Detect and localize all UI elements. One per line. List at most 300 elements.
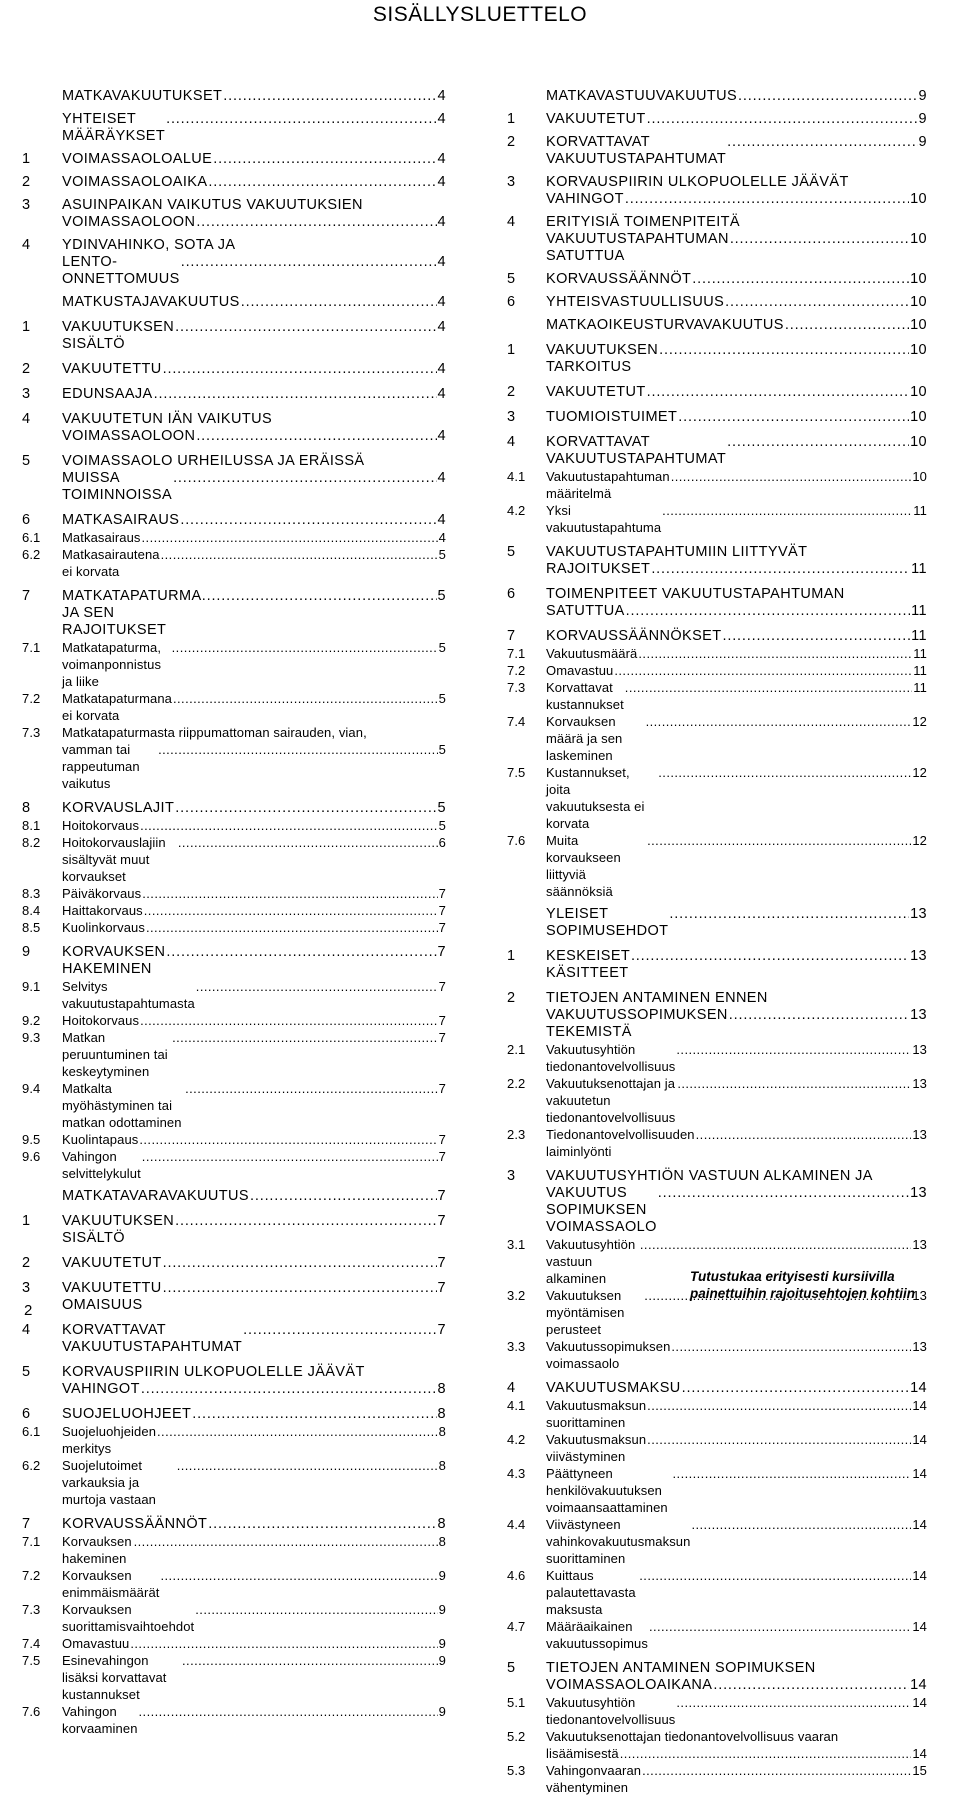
toc-entry-number: 8: [22, 800, 31, 816]
toc-entry[interactable]: [22, 919, 446, 936]
dot-leader: [625, 191, 909, 208]
toc-entry-page: 8: [438, 1424, 446, 1439]
toc-entry-number: 3: [507, 1168, 516, 1184]
toc-entry-title: MUISSA TOIMINNOISSA: [62, 470, 173, 503]
toc-entry[interactable]: [507, 409, 927, 426]
toc-entry-page: 4: [437, 386, 446, 402]
toc-entry-page: 4: [437, 512, 446, 528]
toc-entry-title: Vakuutusyhtiön vastuun alkaminen: [546, 1237, 636, 1286]
toc-entry-page: 11: [913, 503, 927, 518]
dot-leader: [142, 529, 438, 546]
toc-entry-page: 10: [910, 434, 927, 450]
toc-entry[interactable]: [507, 1694, 927, 1728]
dot-leader: [208, 174, 436, 191]
toc-entry-title: MATKAVAKUUTUKSET: [62, 88, 223, 104]
toc-entry[interactable]: [22, 1567, 446, 1601]
toc-entry[interactable]: [22, 834, 446, 885]
toc-entry-title: TIETOJEN ANTAMINEN ENNEN: [546, 990, 768, 1006]
toc-entry-number: 6.1: [22, 530, 41, 545]
toc-entry[interactable]: [22, 386, 446, 403]
toc-entry-title: VAKUUTUS SOPIMUKSEN VOIMASSAOLO: [546, 1185, 657, 1235]
toc-entry[interactable]: [22, 1188, 446, 1205]
toc-entry-title: YLEISET SOPIMUSEHDOT: [546, 906, 669, 939]
toc-entry-page: 9: [438, 1704, 446, 1719]
toc-entry-page: 12: [912, 765, 927, 780]
toc-entry-page: 14: [912, 1568, 927, 1583]
dot-leader: [139, 1703, 438, 1720]
toc-entry[interactable]: [22, 944, 446, 978]
toc-entry[interactable]: [22, 1322, 446, 1356]
toc-entry-number: 3: [22, 1280, 31, 1296]
toc-entry-title: Vakuutustapahtuman määritelmä: [546, 469, 670, 501]
toc-entry[interactable]: [22, 294, 446, 311]
toc-entry[interactable]: [507, 342, 927, 376]
toc-entry[interactable]: [22, 1029, 446, 1080]
dot-leader: [160, 1567, 437, 1584]
toc-entry[interactable]: [22, 1255, 446, 1272]
toc-entry[interactable]: [22, 1516, 446, 1533]
toc-entry[interactable]: [507, 1075, 927, 1126]
dot-leader: [196, 428, 436, 445]
toc-entry-number: 5.3: [507, 1763, 526, 1778]
toc-entry[interactable]: [22, 237, 446, 288]
toc-entry-title: VAKUUTETUT: [62, 1255, 162, 1271]
toc-entry[interactable]: [507, 628, 927, 645]
toc-entry-number: 5.2: [507, 1729, 526, 1744]
toc-entry[interactable]: [507, 1762, 927, 1796]
toc-entry-title: KORVAUSPIIRIN ULKOPUOLELLE JÄÄVÄT: [546, 174, 849, 190]
toc-entry[interactable]: [22, 546, 446, 580]
toc-entry-title: VAKUUTUKSEN TARKOITUS: [546, 342, 659, 375]
toc-entry-title: Vakuutuksenottajan tiedonantovelvollisuus vaaran: [546, 1729, 839, 1744]
dot-leader: [158, 741, 438, 758]
toc-entry-page: 14: [912, 1432, 927, 1447]
toc-entry-page: 13: [910, 1185, 927, 1201]
toc-entry[interactable]: [507, 1618, 927, 1652]
toc-entry-page: 5: [437, 800, 446, 816]
toc-entry-page: 4: [437, 294, 446, 310]
toc-entry-title: YHTEISVASTUULLISUUS: [546, 294, 725, 310]
toc-entry-number: 7.1: [507, 646, 526, 661]
toc-entry-page: 7: [438, 1132, 446, 1147]
toc-entry-title: VAKUUTUSSOPIMUKSEN TEKEMISTÄ: [546, 1007, 728, 1040]
toc-entry-page: 9: [438, 1568, 446, 1583]
toc-entry[interactable]: [22, 1080, 446, 1131]
toc-entry-title: ERITYISIÄ TOIMENPITEITÄ: [546, 214, 740, 230]
dot-leader: [722, 628, 910, 645]
toc-entry-page: 11: [911, 628, 927, 644]
toc-entry-page: 10: [910, 409, 927, 425]
toc-entry-title: Vahingon korvaaminen: [62, 1704, 138, 1736]
toc-entry[interactable]: [22, 1012, 446, 1029]
toc-entry-number: 4.2: [507, 503, 526, 518]
toc-entry[interactable]: [507, 662, 927, 679]
toc-entry-number: 2: [22, 361, 31, 377]
toc-entry-title: Korvauksen määrä ja sen laskeminen: [546, 714, 623, 763]
toc-entry-number: 7.4: [507, 714, 526, 729]
dot-leader: [673, 1465, 912, 1482]
dot-leader: [727, 434, 909, 451]
toc-entry-page: 7: [437, 1322, 446, 1338]
toc-entry-number: 6: [22, 1406, 31, 1422]
toc-entry-title: Matkan peruuntuminen tai keskeytyminen: [62, 1030, 168, 1079]
toc-entry-title: Matkalta myöhästyminen tai matkan odottaminen: [62, 1081, 182, 1130]
toc-entry-number: 1: [22, 319, 31, 335]
toc-entry-number: 5: [22, 453, 31, 469]
toc-entry-title: VOIMASSAOLOALUE: [62, 151, 213, 167]
toc-entry[interactable]: [22, 1364, 446, 1398]
dot-leader: [144, 902, 438, 919]
toc-entry[interactable]: [507, 1516, 927, 1567]
toc-entry-number: 9.6: [22, 1149, 41, 1164]
dot-leader: [173, 690, 438, 707]
toc-entry-page: 7: [437, 1213, 446, 1229]
toc-entry-page: 9: [438, 1636, 446, 1651]
toc-entry[interactable]: [22, 197, 446, 231]
dot-leader: [671, 468, 912, 485]
toc-entry-page: 4: [437, 470, 446, 486]
toc-entry-page: 10: [912, 469, 927, 484]
dot-leader: [676, 1694, 911, 1711]
dot-leader: [651, 561, 910, 578]
toc-entry-title: Päiväkorvaus: [62, 886, 142, 901]
toc-entry[interactable]: [22, 1131, 446, 1148]
toc-entry-number: 7: [22, 1516, 31, 1532]
toc-entry-title: lisäämisestä: [546, 1746, 619, 1761]
dot-leader: [639, 1567, 911, 1584]
toc-entry-page: 10: [910, 342, 927, 358]
toc-entry-page: 8: [437, 1381, 446, 1397]
toc-entry[interactable]: [22, 1703, 446, 1737]
toc-entry-number: 1: [507, 111, 516, 127]
toc-entry-number: 1: [507, 342, 516, 358]
toc-entry-title: Esinevahingon lisäksi korvattavat kustannukset: [62, 1653, 167, 1702]
toc-entry-number: 8.5: [22, 920, 41, 935]
toc-entry[interactable]: [507, 1728, 927, 1762]
toc-entry-title: SUOJELUOHJEET: [62, 1406, 192, 1422]
toc-entry-title: Kuolinkorvaus: [62, 920, 145, 935]
toc-entry-page: 6: [438, 835, 446, 850]
toc-entry-title: VAKUUTUKSEN SISÄLTÖ: [62, 319, 175, 352]
toc-entry-title: Vahingon selvittelykulut: [62, 1149, 141, 1181]
dot-leader: [658, 764, 911, 781]
toc-entry[interactable]: [507, 832, 927, 900]
toc-entry-number: 6: [22, 512, 31, 528]
toc-entry[interactable]: [507, 1431, 927, 1465]
toc-entry-page: 13: [912, 1042, 927, 1057]
toc-entry[interactable]: [507, 906, 927, 940]
toc-entry-page: 7: [438, 1081, 446, 1096]
dot-leader: [642, 1762, 911, 1779]
toc-entry-number: 4: [507, 434, 516, 450]
toc-entry[interactable]: [507, 679, 927, 713]
dot-leader: [678, 409, 909, 426]
dot-leader: [676, 1041, 911, 1058]
toc-entry-title: VAKUUTETUT: [546, 384, 646, 400]
toc-entry-number: 2: [507, 384, 516, 400]
toc-entry-number: 1: [22, 151, 31, 167]
toc-entry-number: 4: [22, 237, 31, 253]
toc-entry-number: 7.3: [22, 1602, 41, 1617]
toc-entry-page: 4: [437, 174, 446, 190]
toc-entry-number: 9: [22, 944, 31, 960]
toc-entry-number: 8.4: [22, 903, 41, 918]
toc-entry-page: 7: [438, 1013, 446, 1028]
dot-leader: [175, 319, 436, 336]
toc-entry[interactable]: [22, 817, 446, 834]
toc-entry[interactable]: [22, 1406, 446, 1423]
toc-entry[interactable]: [22, 88, 446, 105]
toc-entry[interactable]: [22, 1213, 446, 1247]
toc-entry-number: 4.3: [507, 1466, 526, 1481]
toc-entry-title: RAJOITUKSET: [546, 561, 651, 577]
toc-entry-page: 14: [912, 1746, 927, 1761]
toc-entry-page: 11: [913, 646, 927, 661]
toc-entry[interactable]: [22, 1423, 446, 1457]
toc-entry[interactable]: [22, 319, 446, 353]
toc-entry[interactable]: [22, 1635, 446, 1652]
toc-entry-title: VOIMASSAOLOAIKA: [62, 174, 208, 190]
toc-entry[interactable]: [22, 1280, 446, 1314]
dot-leader: [166, 944, 436, 961]
toc-entry-number: 5: [507, 544, 516, 560]
toc-entry-page: 13: [912, 1076, 927, 1091]
toc-entry[interactable]: [507, 271, 927, 288]
toc-entry-number: 7.2: [22, 1568, 41, 1583]
toc-entry[interactable]: [22, 151, 446, 168]
toc-entry[interactable]: [507, 1338, 927, 1372]
toc-entry-title: VAKUUTETUT: [546, 111, 646, 127]
toc-entry[interactable]: [507, 174, 927, 208]
dot-leader: [213, 151, 436, 168]
toc-entry[interactable]: [22, 1457, 446, 1508]
toc-entry-number: 1: [507, 948, 516, 964]
toc-entry[interactable]: [22, 724, 446, 792]
toc-entry-page: 7: [438, 1030, 446, 1045]
toc-entry[interactable]: [22, 885, 446, 902]
toc-entry-title: Matkatapaturmana ei korvata: [62, 691, 172, 723]
toc-entry-page: 8: [438, 1458, 446, 1473]
toc-entry[interactable]: [22, 512, 446, 529]
toc-entry-number: 6.2: [22, 1458, 41, 1473]
toc-entry[interactable]: [507, 1397, 927, 1431]
toc-entry[interactable]: [507, 111, 927, 128]
toc-entry-page: 10: [910, 317, 927, 333]
toc-entry-title: MATKASAIRAUS: [62, 512, 180, 528]
toc-entry[interactable]: [22, 1533, 446, 1567]
dot-leader: [154, 386, 437, 403]
toc-entry[interactable]: [507, 214, 927, 265]
dot-leader: [671, 1338, 911, 1355]
toc-entry-page: 4: [437, 88, 446, 104]
toc-entry-page: 9: [438, 1602, 446, 1617]
toc-entry[interactable]: [507, 1041, 927, 1075]
toc-entry-title: KORVAUSSÄÄNNÖKSET: [546, 628, 722, 644]
dot-leader: [163, 1280, 437, 1297]
toc-entry-title: Viivästyneen vahinkovakuutusmaksun suorittaminen: [546, 1517, 691, 1566]
toc-entry-page: 7: [438, 1149, 446, 1164]
toc-entry[interactable]: [507, 764, 927, 832]
dot-leader: [662, 502, 912, 519]
toc-entry-title: Vakuutusmäärä: [546, 646, 638, 661]
toc-entry-title: VAKUUTUKSEN SISÄLTÖ: [62, 1213, 175, 1246]
dot-leader: [166, 111, 436, 128]
toc-entry-page: 7: [437, 1188, 446, 1204]
toc-entry[interactable]: [22, 111, 446, 145]
dot-leader: [614, 662, 912, 679]
toc-entry-title: Muita korvaukseen liittyviä säännöksiä: [546, 833, 621, 899]
toc-entry-page: 7: [438, 903, 446, 918]
toc-entry-page: 13: [910, 948, 927, 964]
toc-entry-title: Vakuutusyhtiön tiedonantovelvollisuus: [546, 1695, 676, 1727]
toc-entry-page: 9: [918, 88, 927, 104]
toc-entry[interactable]: [22, 411, 446, 445]
toc-entry-page: 5: [438, 742, 446, 757]
toc-entry[interactable]: [22, 174, 446, 191]
dot-leader: [146, 919, 438, 936]
dot-leader: [172, 1029, 438, 1046]
dot-leader: [195, 1601, 437, 1618]
dot-leader: [223, 88, 436, 105]
toc-entry[interactable]: [507, 544, 927, 578]
toc-entry[interactable]: [507, 88, 927, 105]
toc-entry-page: 4: [437, 151, 446, 167]
toc-entry[interactable]: [507, 317, 927, 334]
toc-entry-title: VAKUUTUSTAPAHTUMAN SATUTTUA: [546, 231, 729, 264]
dot-leader: [241, 294, 437, 311]
toc-entry-title: Määräaikainen vakuutussopimus: [546, 1619, 648, 1651]
toc-entry-title: Vakuutuksen myöntämisen perusteet: [546, 1288, 625, 1337]
toc-entry-number: 5: [507, 1660, 516, 1676]
dot-leader: [202, 588, 437, 605]
dot-leader: [139, 1131, 437, 1148]
toc-entry-title: KORVATTAVAT VAKUUTUSTAPAHTUMAT: [546, 134, 727, 167]
dot-leader: [163, 361, 437, 378]
footer-note: [690, 1268, 950, 1302]
toc-entry-number: 2.1: [507, 1042, 526, 1057]
dot-leader: [161, 546, 438, 563]
toc-entry-number: 4: [22, 1322, 31, 1338]
toc-entry[interactable]: [22, 639, 446, 690]
toc-entry-title: Vakuutussopimuksen voimassaolo: [546, 1339, 671, 1371]
toc-entry-number: 9.1: [22, 979, 41, 994]
toc-entry-page: 10: [910, 271, 927, 287]
toc-entry[interactable]: [22, 1652, 446, 1703]
dot-leader: [640, 1236, 911, 1253]
toc-entry-title: VOIMASSAOLOON: [62, 214, 196, 230]
toc-entry-page: 14: [912, 1695, 927, 1710]
toc-entry[interactable]: [507, 948, 927, 982]
toc-entry[interactable]: [22, 453, 446, 504]
toc-entry-page: 13: [912, 1339, 927, 1354]
toc-entry-number: 4.1: [507, 469, 526, 484]
dot-leader: [142, 1148, 438, 1165]
toc-entry-title: Yksi vakuutustapahtuma: [546, 503, 662, 535]
toc-entry-number: 7.3: [507, 680, 526, 695]
toc-entry-page: 10: [910, 294, 927, 310]
toc-entry[interactable]: [22, 800, 446, 817]
toc-entry-number: 7.1: [22, 640, 41, 655]
toc-entry[interactable]: [22, 1148, 446, 1182]
toc-entry-title: Omavastuu: [62, 1636, 130, 1651]
toc-entry[interactable]: [22, 690, 446, 724]
toc-entry[interactable]: [22, 978, 446, 1012]
dot-leader: [646, 713, 912, 730]
toc-entry-number: 3.2: [507, 1288, 526, 1303]
toc-entry-title: Matkasairaus: [62, 530, 141, 545]
toc-entry[interactable]: [22, 588, 446, 639]
toc-entry-number: 5.1: [507, 1695, 526, 1710]
toc-entry-number: 9.5: [22, 1132, 41, 1147]
toc-entry[interactable]: [507, 384, 927, 401]
toc-entry-number: 1: [22, 1213, 31, 1229]
toc-entry[interactable]: [507, 134, 927, 168]
toc-entry-page: 10: [910, 231, 927, 247]
toc-entry[interactable]: [507, 990, 927, 1041]
toc-entry[interactable]: [507, 1380, 927, 1397]
dot-leader: [172, 639, 438, 656]
toc-entry[interactable]: [22, 361, 446, 378]
dot-leader: [659, 342, 909, 359]
toc-entry[interactable]: [507, 1126, 927, 1160]
toc-entry[interactable]: [507, 586, 927, 620]
toc-entry-title: Hoitokorvauslajiin sisältyvät muut korvaukset: [62, 835, 166, 884]
toc-entry[interactable]: [507, 1660, 927, 1694]
toc-entry-page: 14: [910, 1380, 927, 1396]
toc-entry[interactable]: [507, 294, 927, 311]
dot-leader: [185, 1080, 438, 1097]
toc-entry-number: 5: [22, 1364, 31, 1380]
toc-entry[interactable]: [507, 713, 927, 764]
toc-entry-title: MATKATAVARAVAKUUTUS: [62, 1188, 249, 1204]
toc-entry[interactable]: [507, 502, 927, 536]
toc-entry-title: Matkatapaturma, voimanponnistus ja liike: [62, 640, 162, 689]
dot-leader: [196, 978, 438, 995]
toc-entry[interactable]: [507, 1465, 927, 1516]
toc-entry[interactable]: [507, 1567, 927, 1618]
toc-entry-title: VAKUUTUSMAKSU: [546, 1380, 681, 1396]
dot-leader: [647, 1397, 911, 1414]
toc-entry-title: VAKUUTETUN IÄN VAIKUTUS: [62, 411, 273, 427]
toc-entry[interactable]: [22, 1601, 446, 1635]
toc-entry-number: 5: [507, 271, 516, 287]
dot-leader: [175, 1213, 436, 1230]
toc-entry-number: 2.2: [507, 1076, 526, 1091]
dot-leader: [177, 1457, 438, 1474]
toc-entry[interactable]: [22, 902, 446, 919]
dot-leader: [625, 679, 913, 696]
dot-leader: [649, 1618, 911, 1635]
dot-leader: [691, 1516, 911, 1533]
toc-entry-page: 9: [918, 111, 927, 127]
toc-entry-title: Vakuutusmaksun suorittaminen: [546, 1398, 647, 1430]
toc-entry[interactable]: [22, 529, 446, 546]
toc-entry-number: 9.4: [22, 1081, 41, 1096]
toc-entry-page: 5: [438, 818, 446, 833]
toc-entry-number: 6: [507, 294, 516, 310]
toc-entry[interactable]: [507, 468, 927, 502]
toc-entry-page: 8: [437, 1516, 446, 1532]
toc-entry-number: 2: [22, 174, 31, 190]
toc-entry[interactable]: [507, 645, 927, 662]
toc-entry-number: 8.1: [22, 818, 41, 833]
toc-entry[interactable]: [507, 434, 927, 468]
toc-entry-page: 4: [437, 361, 446, 377]
dot-leader: [243, 1322, 436, 1339]
toc-entry-title: Vakuutuksenottajan ja vakuutetun tiedonantovelvollisuus: [546, 1076, 676, 1125]
toc-entry[interactable]: [507, 1168, 927, 1236]
toc-entry-page: 13: [912, 1237, 927, 1252]
